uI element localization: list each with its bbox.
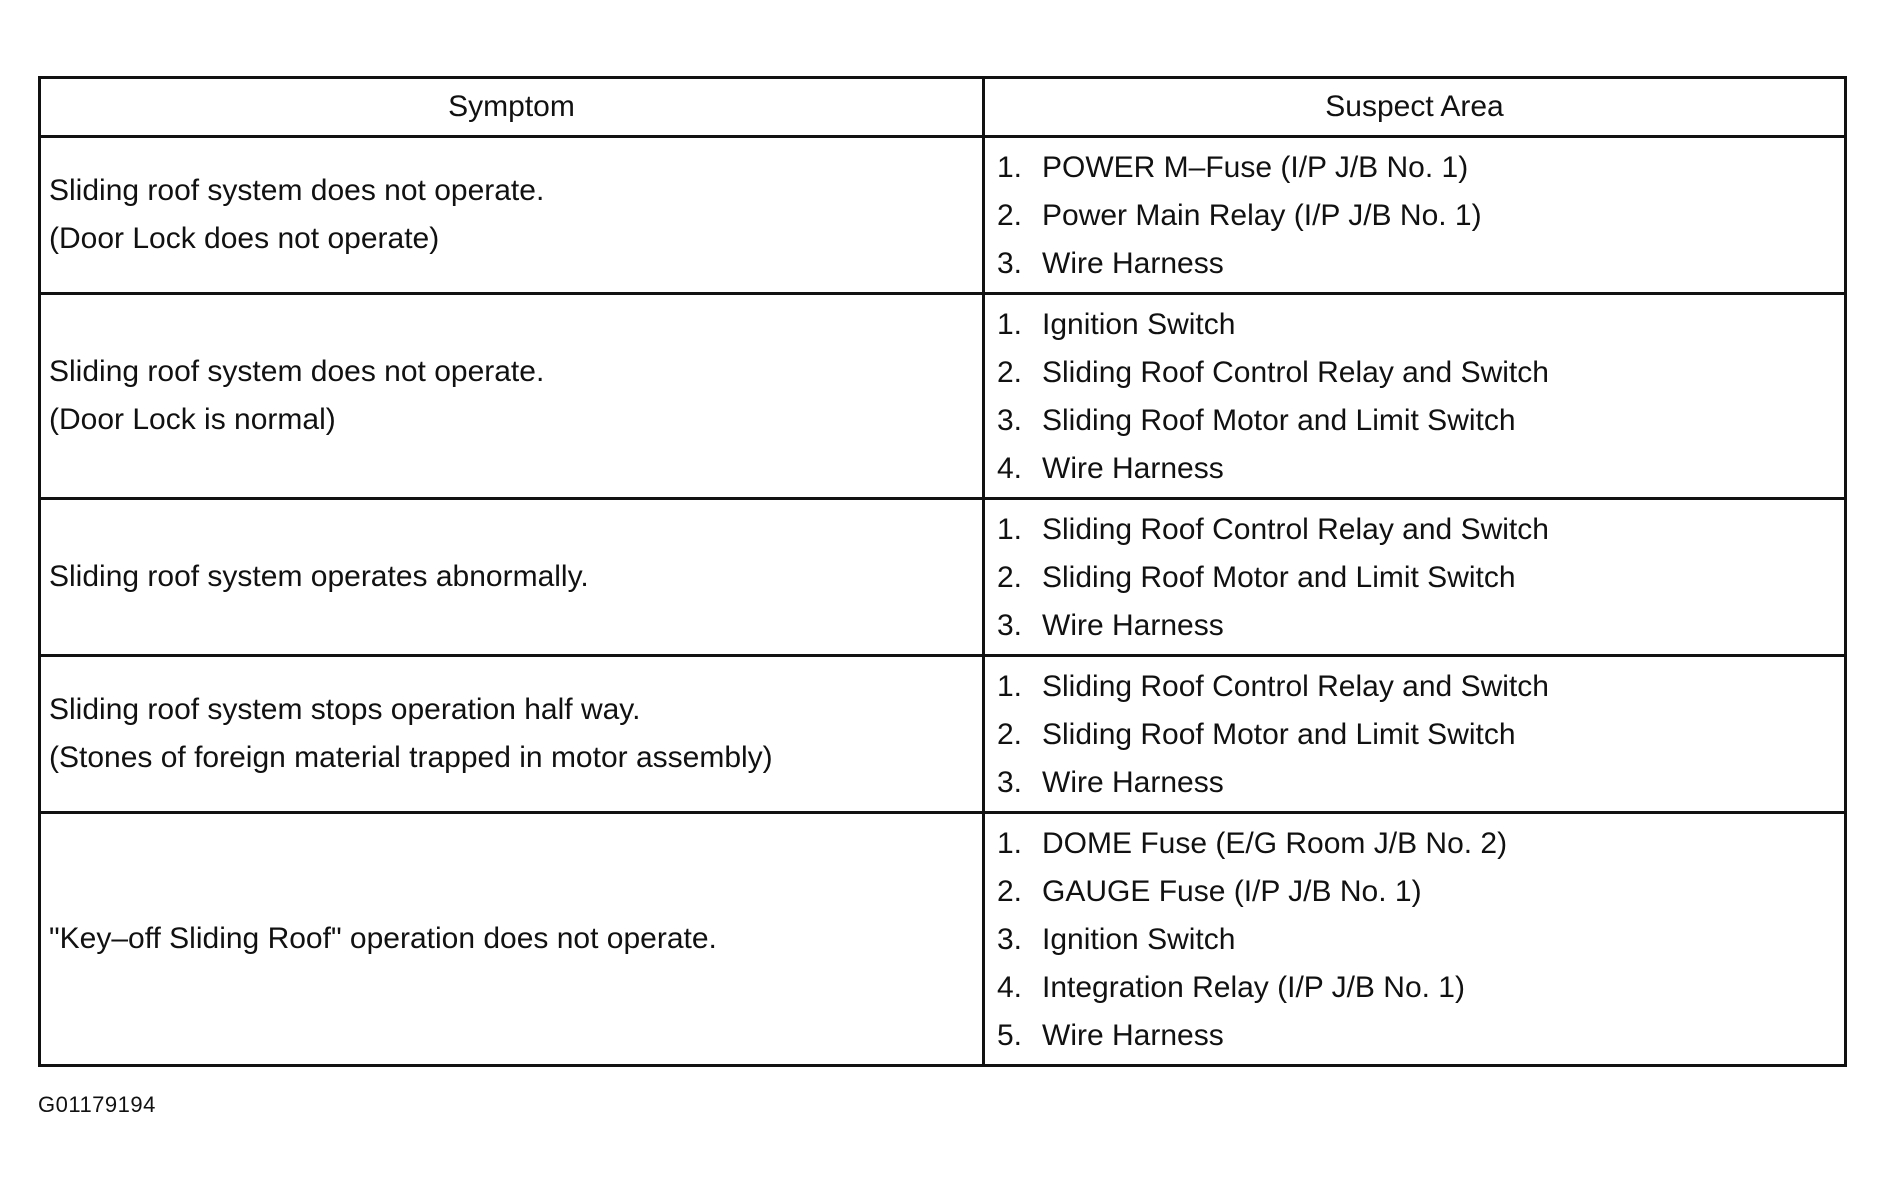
list-item-text: Sliding Roof Control Relay and Switch [1042, 513, 1549, 546]
suspect-area-cell [984, 813, 1846, 1066]
list-item [997, 711, 1844, 759]
table-header-row [40, 78, 1846, 137]
symptom-text-line: Sliding roof system does not operate. [49, 174, 545, 207]
table-row [40, 813, 1846, 1066]
list-item [997, 820, 1844, 868]
symptom-text-line: Sliding roof system operates abnormally. [49, 560, 589, 593]
list-item [997, 916, 1844, 964]
list-item [997, 663, 1844, 711]
suspect-area-list [997, 820, 1844, 1060]
symptom-text-line: "Key–off Sliding Roof" operation does not operate. [49, 922, 717, 955]
table-body [40, 137, 1846, 1066]
symptom-cell [40, 499, 984, 656]
list-item-number: 4. [997, 452, 1023, 485]
list-item-text: Ignition Switch [1042, 308, 1236, 341]
symptom-text-line: (Stones of foreign material trapped in motor assembly) [49, 741, 773, 774]
list-item-number: 2. [997, 718, 1023, 751]
suspect-area-list [997, 663, 1844, 807]
table-row [40, 499, 1846, 656]
symptom-text-line: Sliding roof system does not operate. [49, 355, 545, 388]
list-item-text: DOME Fuse (E/G Room J/B No. 2) [1042, 827, 1508, 860]
list-item-text: Wire Harness [1042, 452, 1224, 485]
troubleshooting-table [38, 76, 1847, 1067]
list-item-text: GAUGE Fuse (I/P J/B No. 1) [1042, 875, 1422, 908]
list-item-number: 1. [997, 670, 1023, 703]
list-item-text: Sliding Roof Control Relay and Switch [1042, 356, 1549, 389]
suspect-area-list [997, 506, 1844, 650]
list-item-number: 3. [997, 404, 1023, 437]
list-item-number: 1. [997, 151, 1023, 184]
symptom-cell [40, 294, 984, 499]
symptom-text-line: (Door Lock is normal) [49, 403, 336, 436]
table-row [40, 656, 1846, 813]
list-item-text: Ignition Switch [1042, 923, 1236, 956]
list-item [997, 964, 1844, 1012]
list-item [997, 445, 1844, 493]
list-item [997, 868, 1844, 916]
list-item [997, 554, 1844, 602]
list-item-text: Wire Harness [1042, 247, 1224, 280]
list-item-text: Sliding Roof Motor and Limit Switch [1042, 718, 1516, 751]
symptom-text-line: (Door Lock does not operate) [49, 222, 440, 255]
list-item-number: 2. [997, 561, 1023, 594]
symptom-cell [40, 656, 984, 813]
list-item-number: 2. [997, 199, 1023, 232]
troubleshooting-table-container [38, 76, 1844, 1067]
list-item [997, 1012, 1844, 1060]
list-item [997, 240, 1844, 288]
list-item-number: 5. [997, 1019, 1023, 1052]
list-item-number: 3. [997, 247, 1023, 280]
suspect-area-cell [984, 137, 1846, 294]
list-item-number: 2. [997, 875, 1023, 908]
list-item-text: Sliding Roof Motor and Limit Switch [1042, 561, 1516, 594]
list-item-number: 1. [997, 827, 1023, 860]
list-item-number: 3. [997, 766, 1023, 799]
symptom-cell [40, 813, 984, 1066]
list-item-number: 4. [997, 971, 1023, 1004]
table-row [40, 294, 1846, 499]
list-item [997, 192, 1844, 240]
list-item [997, 301, 1844, 349]
list-item-text: POWER M–Fuse (I/P J/B No. 1) [1042, 151, 1469, 184]
table-row [40, 137, 1846, 294]
list-item-text: Sliding Roof Control Relay and Switch [1042, 670, 1549, 703]
symptom-cell [40, 137, 984, 294]
suspect-area-list [997, 301, 1844, 493]
list-item-text: Power Main Relay (I/P J/B No. 1) [1042, 199, 1482, 232]
list-item-number: 3. [997, 923, 1023, 956]
figure-id: G01179194 [38, 1092, 156, 1117]
suspect-area-cell [984, 499, 1846, 656]
list-item [997, 759, 1844, 807]
list-item [997, 506, 1844, 554]
list-item [997, 349, 1844, 397]
list-item-number: 1. [997, 513, 1023, 546]
symptom-text-line: Sliding roof system stops operation half way. [49, 693, 641, 726]
suspect-area-cell [984, 294, 1846, 499]
suspect-area-list [997, 144, 1844, 288]
list-item-text: Wire Harness [1042, 609, 1224, 642]
suspect-area-column-header: Suspect Area [984, 78, 1846, 137]
list-item-number: 1. [997, 308, 1023, 341]
list-item-text: Integration Relay (I/P J/B No. 1) [1042, 971, 1465, 1004]
list-item-text: Sliding Roof Motor and Limit Switch [1042, 404, 1516, 437]
list-item [997, 602, 1844, 650]
list-item [997, 397, 1844, 445]
list-item-text: Wire Harness [1042, 1019, 1224, 1052]
list-item-number: 3. [997, 609, 1023, 642]
list-item-number: 2. [997, 356, 1023, 389]
suspect-area-cell [984, 656, 1846, 813]
list-item-text: Wire Harness [1042, 766, 1224, 799]
list-item [997, 144, 1844, 192]
symptom-column-header: Symptom [40, 78, 984, 137]
